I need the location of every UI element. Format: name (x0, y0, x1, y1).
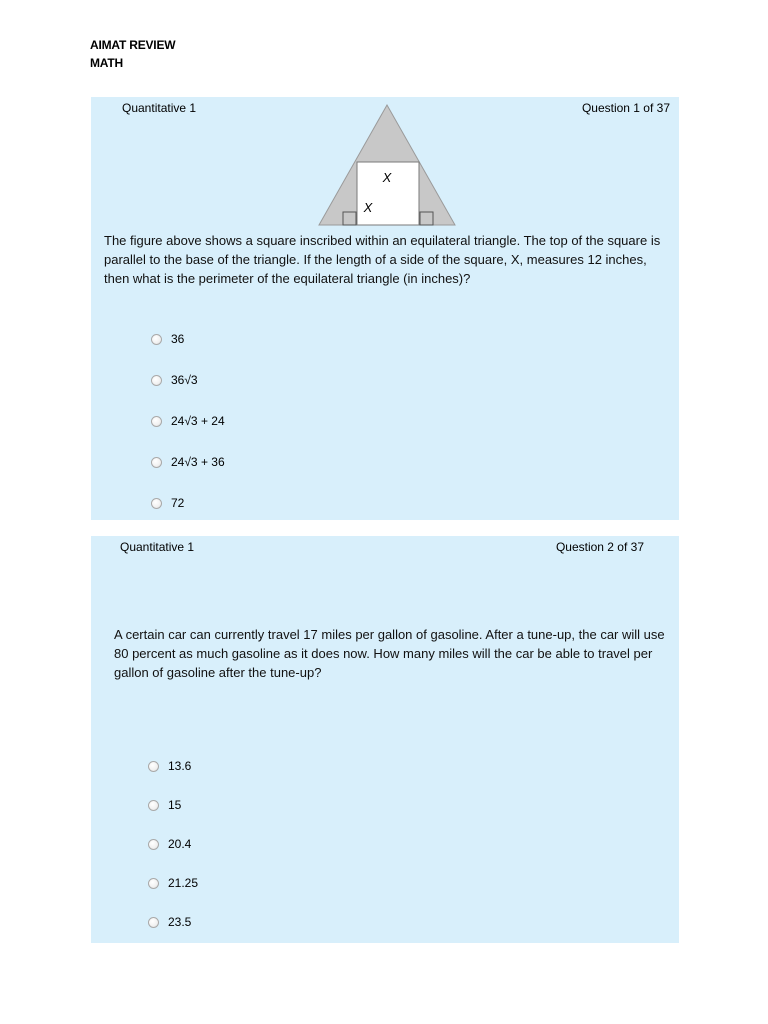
answer-option-2[interactable] (148, 798, 181, 812)
radio-icon[interactable] (148, 917, 159, 928)
question-counter: Question 1 of 37 (581, 101, 670, 115)
answer-option-4[interactable] (148, 876, 198, 890)
option-label: 36 (171, 332, 185, 346)
section-label: Quantitative 1 (122, 101, 197, 115)
radio-icon[interactable] (151, 416, 162, 427)
triangle-square-figure (317, 103, 457, 227)
answer-option-5[interactable] (151, 496, 184, 510)
question-panel-2 (91, 536, 679, 943)
option-label: 72 (171, 496, 185, 510)
answer-option-5[interactable] (148, 915, 191, 929)
option-label: 21.25 (168, 876, 199, 890)
option-label: 36√3 (171, 373, 198, 387)
radio-icon[interactable] (148, 800, 159, 811)
square-top-label: X (382, 170, 392, 185)
answer-option-4[interactable] (151, 455, 225, 469)
section-label: Quantitative 1 (120, 540, 195, 554)
question-panel-1 (91, 97, 679, 520)
question-counter: Question 2 of 37 (555, 540, 644, 554)
option-label: 15 (168, 798, 182, 812)
question-text: A certain car can currently travel 17 miles per gallon of gasoline. After a tune-up, the car will use 80 percent as much gasoline as it does now. How many miles will the car be able to travel per gallon of gasoline after the tune-up? (114, 627, 665, 680)
radio-icon[interactable] (148, 761, 159, 772)
answer-option-1[interactable] (151, 332, 184, 346)
radio-icon[interactable] (151, 375, 162, 386)
header-subject: MATH (90, 56, 123, 70)
radio-icon[interactable] (148, 878, 159, 889)
answer-option-2[interactable] (151, 373, 198, 387)
answer-option-3[interactable] (148, 837, 191, 851)
radio-icon[interactable] (148, 839, 159, 850)
question-text: The figure above shows a square inscribed within an equilateral triangle. The top of the square is parallel to the base of the triangle. If the length of a side of the square, X, measures 12 inches, then what is the perimeter of the equilateral triangle (in inches)? (104, 233, 661, 286)
option-label: 13.6 (168, 759, 192, 773)
radio-icon[interactable] (151, 457, 162, 468)
answer-option-3[interactable] (151, 414, 225, 428)
answer-option-1[interactable] (148, 759, 191, 773)
option-label: 24√3 + 36 (171, 455, 225, 469)
document-header (90, 36, 175, 72)
radio-icon[interactable] (151, 498, 162, 509)
option-label: 20.4 (168, 837, 192, 851)
option-label: 24√3 + 24 (171, 414, 225, 428)
square-side-label: X (363, 200, 373, 215)
radio-icon[interactable] (151, 334, 162, 345)
header-title: AIMAT REVIEW (90, 38, 176, 52)
option-label: 23.5 (168, 915, 192, 929)
